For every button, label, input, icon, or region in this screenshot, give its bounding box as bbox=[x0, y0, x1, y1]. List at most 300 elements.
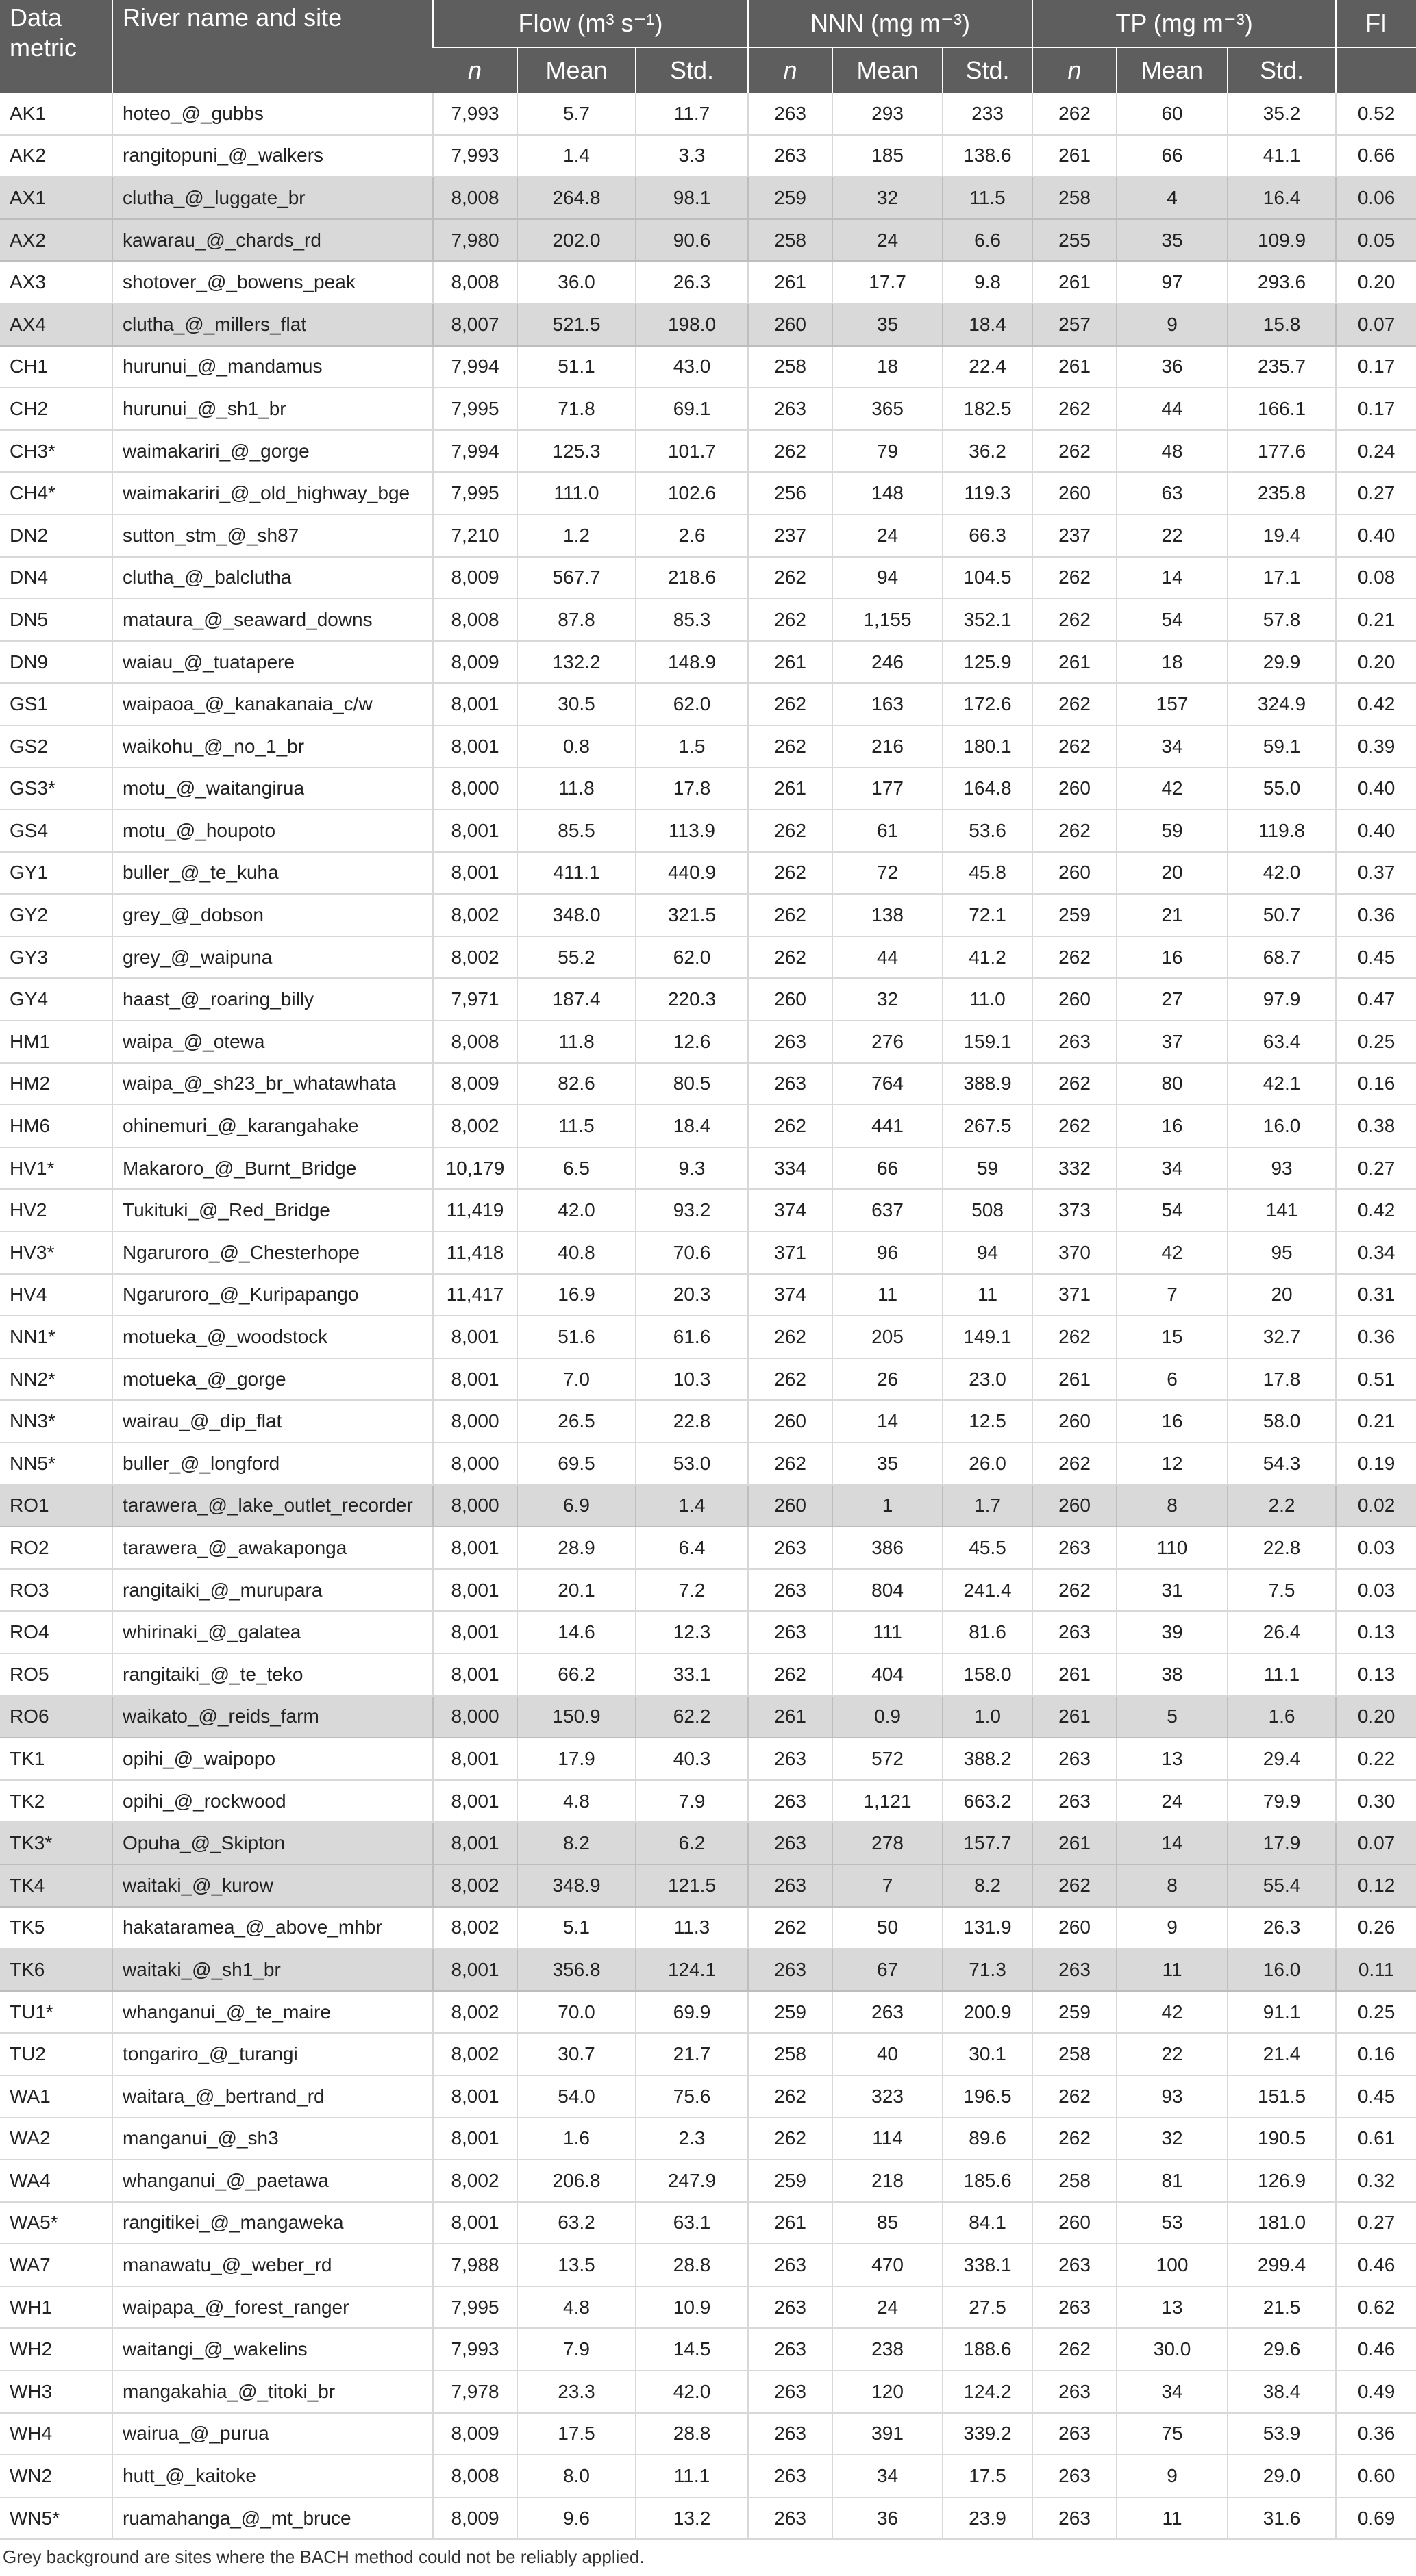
cell-tp-mean: 42 bbox=[1117, 768, 1228, 810]
cell-fi: 0.11 bbox=[1336, 1949, 1416, 1991]
cell-flow-mean: 567.7 bbox=[517, 557, 636, 599]
cell-tp-mean: 9 bbox=[1117, 303, 1228, 346]
cell-flow-n: 7,993 bbox=[433, 2328, 517, 2371]
cell-flow-std: 42.0 bbox=[636, 2371, 748, 2413]
cell-flow-mean: 11.8 bbox=[517, 1021, 636, 1063]
cell-tp-n: 260 bbox=[1032, 1907, 1117, 1949]
cell-nnn-mean: 572 bbox=[832, 1738, 943, 1780]
cell-tp-mean: 63 bbox=[1117, 472, 1228, 514]
cell-nnn-std: 71.3 bbox=[943, 1949, 1032, 1991]
cell-tp-n: 263 bbox=[1032, 2413, 1117, 2455]
cell-flow-n: 11,418 bbox=[433, 1231, 517, 1274]
cell-data-metric: RO4 bbox=[0, 1611, 112, 1653]
table-row bbox=[0, 303, 1416, 346]
cell-flow-n: 8,001 bbox=[433, 1358, 517, 1401]
table-row bbox=[0, 1400, 1416, 1442]
cell-nnn-n: 263 bbox=[748, 1611, 832, 1653]
cell-river-site: clutha_@_balclutha bbox=[112, 557, 433, 599]
cell-flow-n: 8,009 bbox=[433, 557, 517, 599]
cell-data-metric: GS4 bbox=[0, 810, 112, 852]
cell-tp-n: 260 bbox=[1032, 978, 1117, 1021]
cell-data-metric: DN2 bbox=[0, 514, 112, 557]
table-row bbox=[0, 1021, 1416, 1063]
cell-data-metric: RO5 bbox=[0, 1653, 112, 1696]
cell-fi: 0.40 bbox=[1336, 810, 1416, 852]
header-flow-mean: Mean bbox=[517, 47, 636, 93]
cell-nnn-std: 241.4 bbox=[943, 1569, 1032, 1612]
table-row bbox=[0, 1907, 1416, 1949]
table-row bbox=[0, 852, 1416, 895]
cell-data-metric: CH2 bbox=[0, 388, 112, 430]
cell-tp-mean: 9 bbox=[1117, 1907, 1228, 1949]
cell-river-site: sutton_stm_@_sh87 bbox=[112, 514, 433, 557]
cell-data-metric: GS2 bbox=[0, 725, 112, 768]
cell-tp-mean: 34 bbox=[1117, 1147, 1228, 1190]
cell-flow-mean: 4.8 bbox=[517, 2286, 636, 2329]
table-row bbox=[0, 261, 1416, 303]
cell-tp-mean: 8 bbox=[1117, 1485, 1228, 1527]
cell-nnn-n: 263 bbox=[748, 1864, 832, 1907]
cell-flow-std: 62.0 bbox=[636, 936, 748, 979]
cell-nnn-std: 196.5 bbox=[943, 2075, 1032, 2118]
cell-tp-mean: 48 bbox=[1117, 430, 1228, 473]
cell-fi: 0.36 bbox=[1336, 2413, 1416, 2455]
cell-tp-n: 263 bbox=[1032, 2286, 1117, 2329]
cell-river-site: waikato_@_reids_farm bbox=[112, 1696, 433, 1738]
cell-nnn-std: 149.1 bbox=[943, 1316, 1032, 1358]
cell-flow-mean: 63.2 bbox=[517, 2202, 636, 2244]
cell-tp-std: 126.9 bbox=[1228, 2160, 1336, 2202]
cell-flow-std: 62.0 bbox=[636, 683, 748, 725]
cell-flow-n: 8,001 bbox=[433, 1653, 517, 1696]
cell-tp-mean: 36 bbox=[1117, 346, 1228, 388]
cell-flow-std: 6.2 bbox=[636, 1822, 748, 1864]
cell-tp-mean: 9 bbox=[1117, 2455, 1228, 2497]
cell-river-site: opihi_@_rockwood bbox=[112, 1780, 433, 1823]
cell-river-site: waipapa_@_forest_ranger bbox=[112, 2286, 433, 2329]
cell-tp-n: 260 bbox=[1032, 852, 1117, 895]
cell-flow-mean: 40.8 bbox=[517, 1231, 636, 1274]
cell-fi: 0.40 bbox=[1336, 514, 1416, 557]
cell-nnn-mean: 391 bbox=[832, 2413, 943, 2455]
cell-tp-std: 151.5 bbox=[1228, 2075, 1336, 2118]
cell-data-metric: HM2 bbox=[0, 1063, 112, 1105]
cell-data-metric: CH3* bbox=[0, 430, 112, 473]
cell-nnn-n: 374 bbox=[748, 1189, 832, 1231]
cell-tp-std: 19.4 bbox=[1228, 514, 1336, 557]
cell-nnn-std: 81.6 bbox=[943, 1611, 1032, 1653]
table-row bbox=[0, 472, 1416, 514]
cell-flow-std: 69.9 bbox=[636, 1991, 748, 2034]
cell-flow-n: 8,001 bbox=[433, 2118, 517, 2160]
cell-nnn-n: 262 bbox=[748, 1653, 832, 1696]
cell-river-site: waitaki_@_kurow bbox=[112, 1864, 433, 1907]
cell-tp-std: 177.6 bbox=[1228, 430, 1336, 473]
cell-tp-n: 237 bbox=[1032, 514, 1117, 557]
cell-flow-n: 8,001 bbox=[433, 1611, 517, 1653]
cell-flow-std: 2.6 bbox=[636, 514, 748, 557]
cell-tp-mean: 100 bbox=[1117, 2244, 1228, 2286]
cell-tp-mean: 54 bbox=[1117, 1189, 1228, 1231]
cell-tp-mean: 16 bbox=[1117, 1105, 1228, 1147]
cell-nnn-n: 259 bbox=[748, 1991, 832, 2034]
table-row bbox=[0, 1738, 1416, 1780]
cell-nnn-mean: 32 bbox=[832, 978, 943, 1021]
cell-nnn-mean: 66 bbox=[832, 1147, 943, 1190]
cell-tp-n: 260 bbox=[1032, 1400, 1117, 1442]
table-row bbox=[0, 2371, 1416, 2413]
cell-fi: 0.60 bbox=[1336, 2455, 1416, 2497]
cell-flow-std: 28.8 bbox=[636, 2244, 748, 2286]
cell-nnn-std: 59 bbox=[943, 1147, 1032, 1190]
cell-river-site: buller_@_te_kuha bbox=[112, 852, 433, 895]
cell-data-metric: HV2 bbox=[0, 1189, 112, 1231]
cell-nnn-n: 263 bbox=[748, 1780, 832, 1823]
cell-tp-n: 260 bbox=[1032, 1485, 1117, 1527]
cell-tp-std: 21.5 bbox=[1228, 2286, 1336, 2329]
cell-flow-n: 7,971 bbox=[433, 978, 517, 1021]
cell-fi: 0.12 bbox=[1336, 1864, 1416, 1907]
cell-river-site: waimakariri_@_gorge bbox=[112, 430, 433, 473]
cell-river-site: clutha_@_luggate_br bbox=[112, 177, 433, 219]
cell-flow-mean: 11.8 bbox=[517, 768, 636, 810]
cell-tp-std: 11.1 bbox=[1228, 1653, 1336, 1696]
cell-tp-mean: 27 bbox=[1117, 978, 1228, 1021]
table-row bbox=[0, 2497, 1416, 2540]
cell-tp-n: 370 bbox=[1032, 1231, 1117, 1274]
cell-tp-n: 255 bbox=[1032, 219, 1117, 262]
cell-flow-std: 102.6 bbox=[636, 472, 748, 514]
cell-tp-n: 259 bbox=[1032, 894, 1117, 936]
cell-data-metric: TU1* bbox=[0, 1991, 112, 2034]
table-row bbox=[0, 810, 1416, 852]
cell-nnn-mean: 24 bbox=[832, 219, 943, 262]
cell-nnn-mean: 11 bbox=[832, 1274, 943, 1316]
table-row bbox=[0, 2118, 1416, 2160]
cell-nnn-std: 9.8 bbox=[943, 261, 1032, 303]
cell-flow-n: 7,978 bbox=[433, 2371, 517, 2413]
cell-nnn-n: 262 bbox=[748, 2118, 832, 2160]
cell-flow-n: 11,419 bbox=[433, 1189, 517, 1231]
cell-flow-mean: 20.1 bbox=[517, 1569, 636, 1612]
cell-tp-std: 16.4 bbox=[1228, 177, 1336, 219]
table-row bbox=[0, 978, 1416, 1021]
cell-flow-n: 7,995 bbox=[433, 2286, 517, 2329]
cell-flow-std: 20.3 bbox=[636, 1274, 748, 1316]
cell-flow-mean: 356.8 bbox=[517, 1949, 636, 1991]
table-header bbox=[0, 0, 1416, 93]
cell-flow-n: 8,002 bbox=[433, 2033, 517, 2075]
cell-flow-n: 8,001 bbox=[433, 2202, 517, 2244]
cell-tp-mean: 42 bbox=[1117, 1231, 1228, 1274]
cell-flow-n: 8,008 bbox=[433, 177, 517, 219]
cell-flow-std: 61.6 bbox=[636, 1316, 748, 1358]
cell-data-metric: TK4 bbox=[0, 1864, 112, 1907]
cell-flow-n: 8,000 bbox=[433, 1696, 517, 1738]
cell-flow-mean: 23.3 bbox=[517, 2371, 636, 2413]
cell-tp-n: 332 bbox=[1032, 1147, 1117, 1190]
cell-flow-mean: 30.5 bbox=[517, 683, 636, 725]
table-row bbox=[0, 557, 1416, 599]
cell-flow-std: 40.3 bbox=[636, 1738, 748, 1780]
cell-data-metric: AX4 bbox=[0, 303, 112, 346]
cell-data-metric: GS3* bbox=[0, 768, 112, 810]
cell-nnn-std: 182.5 bbox=[943, 388, 1032, 430]
cell-fi: 0.08 bbox=[1336, 557, 1416, 599]
cell-flow-n: 8,002 bbox=[433, 936, 517, 979]
cell-flow-mean: 202.0 bbox=[517, 219, 636, 262]
table-row bbox=[0, 725, 1416, 768]
cell-river-site: mataura_@_seaward_downs bbox=[112, 599, 433, 641]
cell-nnn-std: 180.1 bbox=[943, 725, 1032, 768]
cell-flow-std: 148.9 bbox=[636, 641, 748, 684]
cell-nnn-n: 263 bbox=[748, 2371, 832, 2413]
cell-tp-n: 259 bbox=[1032, 1991, 1117, 2034]
cell-fi: 0.13 bbox=[1336, 1653, 1416, 1696]
cell-river-site: Ngaruroro_@_Kuripapango bbox=[112, 1274, 433, 1316]
cell-nnn-mean: 386 bbox=[832, 1527, 943, 1569]
cell-flow-mean: 348.9 bbox=[517, 1864, 636, 1907]
cell-tp-n: 260 bbox=[1032, 472, 1117, 514]
cell-river-site: ruamahanga_@_mt_bruce bbox=[112, 2497, 433, 2540]
cell-flow-mean: 17.9 bbox=[517, 1738, 636, 1780]
table-row bbox=[0, 93, 1416, 135]
cell-nnn-n: 371 bbox=[748, 1231, 832, 1274]
cell-flow-mean: 1.6 bbox=[517, 2118, 636, 2160]
cell-flow-mean: 16.9 bbox=[517, 1274, 636, 1316]
cell-river-site: hurunui_@_mandamus bbox=[112, 346, 433, 388]
cell-river-site: Makaroro_@_Burnt_Bridge bbox=[112, 1147, 433, 1190]
cell-flow-n: 8,000 bbox=[433, 1485, 517, 1527]
cell-fi: 0.36 bbox=[1336, 894, 1416, 936]
cell-flow-mean: 9.6 bbox=[517, 2497, 636, 2540]
cell-flow-std: 1.4 bbox=[636, 1485, 748, 1527]
table-row bbox=[0, 2075, 1416, 2118]
cell-fi: 0.05 bbox=[1336, 219, 1416, 262]
table-row bbox=[0, 1231, 1416, 1274]
cell-nnn-n: 374 bbox=[748, 1274, 832, 1316]
table-row bbox=[0, 514, 1416, 557]
cell-tp-std: 20 bbox=[1228, 1274, 1336, 1316]
cell-data-metric: RO3 bbox=[0, 1569, 112, 1612]
cell-river-site: hakataramea_@_above_mhbr bbox=[112, 1907, 433, 1949]
table-row bbox=[0, 1780, 1416, 1823]
table-row bbox=[0, 599, 1416, 641]
table-row bbox=[0, 1949, 1416, 1991]
cell-nnn-std: 11.5 bbox=[943, 177, 1032, 219]
header-nnn-std: Std. bbox=[943, 47, 1032, 93]
cell-fi: 0.49 bbox=[1336, 2371, 1416, 2413]
cell-flow-mean: 411.1 bbox=[517, 852, 636, 895]
cell-nnn-n: 262 bbox=[748, 852, 832, 895]
cell-flow-mean: 4.8 bbox=[517, 1780, 636, 1823]
cell-flow-mean: 6.5 bbox=[517, 1147, 636, 1190]
header-nnn-n: n bbox=[748, 47, 832, 93]
cell-tp-mean: 21 bbox=[1117, 894, 1228, 936]
cell-tp-mean: 13 bbox=[1117, 1738, 1228, 1780]
cell-tp-n: 263 bbox=[1032, 2455, 1117, 2497]
table-footnote: Grey background are sites where the BACH method could not be reliably applied. bbox=[3, 2547, 645, 2567]
cell-tp-std: 141 bbox=[1228, 1189, 1336, 1231]
cell-river-site: waipaoa_@_kanakanaia_c/w bbox=[112, 683, 433, 725]
cell-nnn-n: 263 bbox=[748, 93, 832, 135]
cell-fi: 0.24 bbox=[1336, 430, 1416, 473]
cell-river-site: rangitikei_@_mangaweka bbox=[112, 2202, 433, 2244]
cell-tp-std: 55.0 bbox=[1228, 768, 1336, 810]
cell-tp-std: 22.8 bbox=[1228, 1527, 1336, 1569]
cell-flow-mean: 111.0 bbox=[517, 472, 636, 514]
cell-tp-std: 17.1 bbox=[1228, 557, 1336, 599]
cell-flow-n: 10,179 bbox=[433, 1147, 517, 1190]
cell-tp-std: 50.7 bbox=[1228, 894, 1336, 936]
cell-data-metric: WH4 bbox=[0, 2413, 112, 2455]
cell-river-site: rangitaiki_@_te_teko bbox=[112, 1653, 433, 1696]
cell-tp-std: 16.0 bbox=[1228, 1949, 1336, 1991]
cell-flow-mean: 36.0 bbox=[517, 261, 636, 303]
cell-nnn-n: 261 bbox=[748, 2202, 832, 2244]
cell-tp-n: 263 bbox=[1032, 2371, 1117, 2413]
cell-data-metric: TK1 bbox=[0, 1738, 112, 1780]
table-row bbox=[0, 1105, 1416, 1147]
cell-data-metric: AX2 bbox=[0, 219, 112, 262]
cell-tp-n: 263 bbox=[1032, 2244, 1117, 2286]
cell-fi: 0.46 bbox=[1336, 2328, 1416, 2371]
table-row bbox=[0, 388, 1416, 430]
cell-tp-n: 262 bbox=[1032, 810, 1117, 852]
cell-fi: 0.20 bbox=[1336, 641, 1416, 684]
cell-nnn-std: 41.2 bbox=[943, 936, 1032, 979]
cell-flow-std: 12.6 bbox=[636, 1021, 748, 1063]
cell-nnn-mean: 278 bbox=[832, 1822, 943, 1864]
cell-river-site: grey_@_waipuna bbox=[112, 936, 433, 979]
table-row bbox=[0, 641, 1416, 684]
cell-nnn-mean: 114 bbox=[832, 2118, 943, 2160]
cell-river-site: tarawera_@_awakaponga bbox=[112, 1527, 433, 1569]
cell-tp-mean: 11 bbox=[1117, 1949, 1228, 1991]
cell-nnn-n: 262 bbox=[748, 2075, 832, 2118]
cell-nnn-mean: 14 bbox=[832, 1400, 943, 1442]
cell-tp-std: 41.1 bbox=[1228, 135, 1336, 177]
header-data-metric: Data metric bbox=[0, 0, 112, 93]
cell-data-metric: GY1 bbox=[0, 852, 112, 895]
cell-nnn-mean: 163 bbox=[832, 683, 943, 725]
table-row bbox=[0, 177, 1416, 219]
cell-flow-std: 98.1 bbox=[636, 177, 748, 219]
cell-nnn-mean: 216 bbox=[832, 725, 943, 768]
cell-flow-std: 1.5 bbox=[636, 725, 748, 768]
table-row bbox=[0, 2413, 1416, 2455]
cell-fi: 0.52 bbox=[1336, 93, 1416, 135]
cell-nnn-n: 262 bbox=[748, 894, 832, 936]
cell-tp-mean: 38 bbox=[1117, 1653, 1228, 1696]
cell-river-site: rangitopuni_@_walkers bbox=[112, 135, 433, 177]
cell-flow-std: 10.3 bbox=[636, 1358, 748, 1401]
cell-nnn-std: 89.6 bbox=[943, 2118, 1032, 2160]
cell-tp-std: 91.1 bbox=[1228, 1991, 1336, 2034]
cell-data-metric: GY4 bbox=[0, 978, 112, 1021]
cell-nnn-n: 260 bbox=[748, 1485, 832, 1527]
cell-flow-std: 11.3 bbox=[636, 1907, 748, 1949]
cell-nnn-n: 262 bbox=[748, 810, 832, 852]
cell-nnn-n: 259 bbox=[748, 2160, 832, 2202]
table-body bbox=[0, 93, 1416, 2539]
table-row bbox=[0, 135, 1416, 177]
cell-nnn-std: 72.1 bbox=[943, 894, 1032, 936]
cell-tp-n: 371 bbox=[1032, 1274, 1117, 1316]
cell-tp-std: 32.7 bbox=[1228, 1316, 1336, 1358]
cell-fi: 0.20 bbox=[1336, 1696, 1416, 1738]
cell-flow-mean: 264.8 bbox=[517, 177, 636, 219]
cell-flow-std: 22.8 bbox=[636, 1400, 748, 1442]
cell-river-site: mangakahia_@_titoki_br bbox=[112, 2371, 433, 2413]
cell-nnn-mean: 148 bbox=[832, 472, 943, 514]
cell-tp-n: 257 bbox=[1032, 303, 1117, 346]
cell-nnn-mean: 40 bbox=[832, 2033, 943, 2075]
cell-flow-std: 85.3 bbox=[636, 599, 748, 641]
cell-tp-mean: 37 bbox=[1117, 1021, 1228, 1063]
cell-flow-n: 8,001 bbox=[433, 683, 517, 725]
cell-nnn-n: 262 bbox=[748, 557, 832, 599]
cell-tp-n: 262 bbox=[1032, 2328, 1117, 2371]
cell-data-metric: AX1 bbox=[0, 177, 112, 219]
cell-nnn-mean: 67 bbox=[832, 1949, 943, 1991]
cell-tp-std: 190.5 bbox=[1228, 2118, 1336, 2160]
cell-flow-mean: 30.7 bbox=[517, 2033, 636, 2075]
cell-nnn-mean: 50 bbox=[832, 1907, 943, 1949]
cell-flow-std: 6.4 bbox=[636, 1527, 748, 1569]
cell-tp-mean: 42 bbox=[1117, 1991, 1228, 2034]
cell-nnn-mean: 120 bbox=[832, 2371, 943, 2413]
cell-nnn-std: 11 bbox=[943, 1274, 1032, 1316]
cell-nnn-n: 262 bbox=[748, 936, 832, 979]
cell-river-site: wairua_@_purua bbox=[112, 2413, 433, 2455]
table-row bbox=[0, 2328, 1416, 2371]
cell-flow-mean: 1.2 bbox=[517, 514, 636, 557]
cell-tp-n: 262 bbox=[1032, 1864, 1117, 1907]
cell-tp-n: 261 bbox=[1032, 261, 1117, 303]
cell-nnn-n: 258 bbox=[748, 346, 832, 388]
cell-flow-std: 9.3 bbox=[636, 1147, 748, 1190]
cell-nnn-std: 8.2 bbox=[943, 1864, 1032, 1907]
cell-tp-mean: 110 bbox=[1117, 1527, 1228, 1569]
cell-flow-mean: 5.1 bbox=[517, 1907, 636, 1949]
cell-river-site: buller_@_longford bbox=[112, 1442, 433, 1485]
cell-flow-mean: 5.7 bbox=[517, 93, 636, 135]
cell-fi: 0.25 bbox=[1336, 1991, 1416, 2034]
cell-tp-std: 21.4 bbox=[1228, 2033, 1336, 2075]
cell-tp-mean: 34 bbox=[1117, 725, 1228, 768]
cell-nnn-std: 158.0 bbox=[943, 1653, 1032, 1696]
cell-nnn-mean: 94 bbox=[832, 557, 943, 599]
cell-nnn-std: 36.2 bbox=[943, 430, 1032, 473]
cell-flow-mean: 206.8 bbox=[517, 2160, 636, 2202]
cell-tp-n: 262 bbox=[1032, 1105, 1117, 1147]
cell-tp-mean: 11 bbox=[1117, 2497, 1228, 2540]
cell-nnn-n: 262 bbox=[748, 683, 832, 725]
cell-nnn-n: 263 bbox=[748, 1527, 832, 1569]
cell-flow-n: 8,009 bbox=[433, 2497, 517, 2540]
cell-flow-mean: 28.9 bbox=[517, 1527, 636, 1569]
cell-flow-n: 8,001 bbox=[433, 810, 517, 852]
cell-nnn-mean: 185 bbox=[832, 135, 943, 177]
cell-tp-std: 38.4 bbox=[1228, 2371, 1336, 2413]
cell-data-metric: RO6 bbox=[0, 1696, 112, 1738]
cell-river-site: wairau_@_dip_flat bbox=[112, 1400, 433, 1442]
cell-data-metric: GY3 bbox=[0, 936, 112, 979]
cell-tp-n: 262 bbox=[1032, 683, 1117, 725]
cell-nnn-mean: 293 bbox=[832, 93, 943, 135]
cell-flow-std: 75.6 bbox=[636, 2075, 748, 2118]
